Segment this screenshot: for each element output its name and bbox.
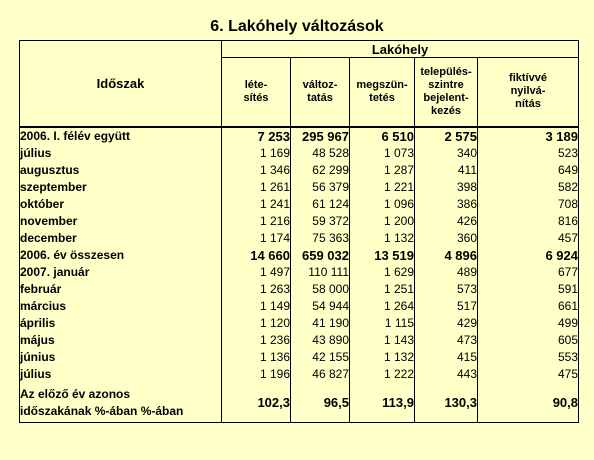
row-label: június (20, 349, 222, 366)
row-label: november (20, 213, 222, 230)
group-header: Lakóhely (222, 41, 579, 58)
cell-value: 499 (478, 315, 579, 332)
cell-value: 1 174 (222, 230, 291, 247)
cell-value: 2 575 (415, 127, 478, 145)
row-label: 2007. január (20, 264, 222, 281)
row-label: október (20, 196, 222, 213)
table-row (20, 366, 579, 384)
cell-value: 517 (415, 298, 478, 315)
cell-value: 340 (415, 145, 478, 162)
cell-value: 1 136 (222, 349, 291, 366)
cell-value: 62 299 (291, 162, 350, 179)
column-header-line: megszün- (356, 78, 408, 91)
footer-label-line: Az előző év azonos (20, 386, 131, 401)
footer-label (20, 383, 222, 422)
table-row (20, 145, 579, 162)
table-row (20, 298, 579, 315)
cell-value: 1 200 (350, 213, 415, 230)
column-header-line: bejelent- (423, 91, 469, 104)
cell-value: 708 (478, 196, 579, 213)
cell-value: 3 189 (478, 127, 579, 145)
period-header: Időszak (20, 41, 222, 127)
row-label: december (20, 230, 222, 247)
footer-value: 96,5 (291, 383, 350, 422)
cell-value: 661 (478, 298, 579, 315)
column-header-line: tatás (307, 91, 333, 104)
table-row (20, 315, 579, 332)
cell-value: 42 155 (291, 349, 350, 366)
table-row (20, 332, 579, 349)
cell-value: 475 (478, 366, 579, 384)
cell-value: 457 (478, 230, 579, 247)
column-header-line: kezés (431, 104, 461, 117)
cell-value: 1 261 (222, 179, 291, 196)
row-label: augusztus (20, 162, 222, 179)
cell-value: 429 (415, 315, 478, 332)
cell-value: 1 497 (222, 264, 291, 281)
cell-value: 398 (415, 179, 478, 196)
cell-value: 41 190 (291, 315, 350, 332)
cell-value: 659 032 (291, 247, 350, 264)
cell-value: 573 (415, 281, 478, 298)
cell-value: 426 (415, 213, 478, 230)
cell-value: 14 660 (222, 247, 291, 264)
table-row (20, 179, 579, 196)
cell-value: 582 (478, 179, 579, 196)
table-row (20, 281, 579, 298)
cell-value: 48 528 (291, 145, 350, 162)
row-label: július (20, 366, 222, 384)
footer-value: 102,3 (222, 383, 291, 422)
cell-value: 1 221 (350, 179, 415, 196)
table-row (20, 230, 579, 247)
table-row (20, 196, 579, 213)
cell-value: 59 372 (291, 213, 350, 230)
cell-value: 443 (415, 366, 478, 384)
column-header (350, 58, 415, 127)
cell-value: 13 519 (350, 247, 415, 264)
column-header-line: szintre (428, 78, 464, 91)
footer-label-line: időszakának %-ában %-ában (20, 403, 184, 418)
cell-value: 1 196 (222, 366, 291, 384)
row-label: szeptember (20, 179, 222, 196)
footer-value: 113,9 (350, 383, 415, 422)
cell-value: 677 (478, 264, 579, 281)
cell-value: 605 (478, 332, 579, 349)
table-row (20, 162, 579, 179)
table-row (20, 127, 579, 145)
row-label: április (20, 315, 222, 332)
cell-value: 1 236 (222, 332, 291, 349)
cell-value: 1 629 (350, 264, 415, 281)
cell-value: 1 115 (350, 315, 415, 332)
column-header-line: tetés (369, 91, 395, 104)
table-row (20, 213, 579, 230)
row-label: május (20, 332, 222, 349)
cell-value: 1 073 (350, 145, 415, 162)
cell-value: 1 251 (350, 281, 415, 298)
column-header-line: sítés (243, 91, 269, 104)
cell-value: 1 143 (350, 332, 415, 349)
cell-value: 523 (478, 145, 579, 162)
row-label: február (20, 281, 222, 298)
cell-value: 1 120 (222, 315, 291, 332)
table-header (20, 41, 579, 127)
column-header (291, 58, 350, 127)
cell-value: 1 169 (222, 145, 291, 162)
cell-value: 1 132 (350, 349, 415, 366)
cell-value: 1 264 (350, 298, 415, 315)
cell-value: 43 890 (291, 332, 350, 349)
column-header (222, 58, 291, 127)
cell-value: 75 363 (291, 230, 350, 247)
row-label: március (20, 298, 222, 315)
cell-value: 1 096 (350, 196, 415, 213)
column-header-line: nyilvá- (510, 85, 546, 98)
column-header-line: fiktívvé (509, 72, 547, 85)
cell-value: 1 287 (350, 162, 415, 179)
cell-value: 360 (415, 230, 478, 247)
data-table (19, 40, 579, 423)
cell-value: 1 346 (222, 162, 291, 179)
page-title: 6. Lakóhely változások (210, 18, 384, 35)
cell-value: 649 (478, 162, 579, 179)
cell-value: 591 (478, 281, 579, 298)
cell-value: 415 (415, 349, 478, 366)
cell-value: 4 896 (415, 247, 478, 264)
cell-value: 473 (415, 332, 478, 349)
cell-value: 1 149 (222, 298, 291, 315)
cell-value: 411 (415, 162, 478, 179)
footer-value: 90,8 (478, 383, 579, 422)
column-header-line: változ- (302, 78, 338, 91)
cell-value: 46 827 (291, 366, 350, 384)
column-header (415, 58, 478, 127)
cell-value: 1 263 (222, 281, 291, 298)
column-header-line: nítás (515, 98, 541, 111)
cell-value: 489 (415, 264, 478, 281)
cell-value: 295 967 (291, 127, 350, 145)
cell-value: 58 000 (291, 281, 350, 298)
cell-value: 56 379 (291, 179, 350, 196)
table-row (20, 247, 579, 264)
table-body (20, 127, 579, 423)
cell-value: 1 222 (350, 366, 415, 384)
cell-value: 54 944 (291, 298, 350, 315)
cell-value: 1 216 (222, 213, 291, 230)
cell-value: 61 124 (291, 196, 350, 213)
cell-value: 6 510 (350, 127, 415, 145)
table-row (20, 264, 579, 281)
cell-value: 386 (415, 196, 478, 213)
column-header (478, 58, 579, 127)
cell-value: 1 132 (350, 230, 415, 247)
cell-value: 7 253 (222, 127, 291, 145)
cell-value: 553 (478, 349, 579, 366)
row-label: 2006. I. félév együtt (20, 127, 222, 145)
column-header-line: léte- (244, 78, 268, 91)
row-label: 2006. év összesen (20, 247, 222, 264)
row-label: július (20, 145, 222, 162)
table-row (20, 349, 579, 366)
footer-value: 130,3 (415, 383, 478, 422)
cell-value: 816 (478, 213, 579, 230)
cell-value: 6 924 (478, 247, 579, 264)
cell-value: 1 241 (222, 196, 291, 213)
cell-value: 110 111 (291, 264, 350, 281)
table-row-footer (20, 383, 579, 422)
column-header-line: település- (420, 65, 472, 78)
